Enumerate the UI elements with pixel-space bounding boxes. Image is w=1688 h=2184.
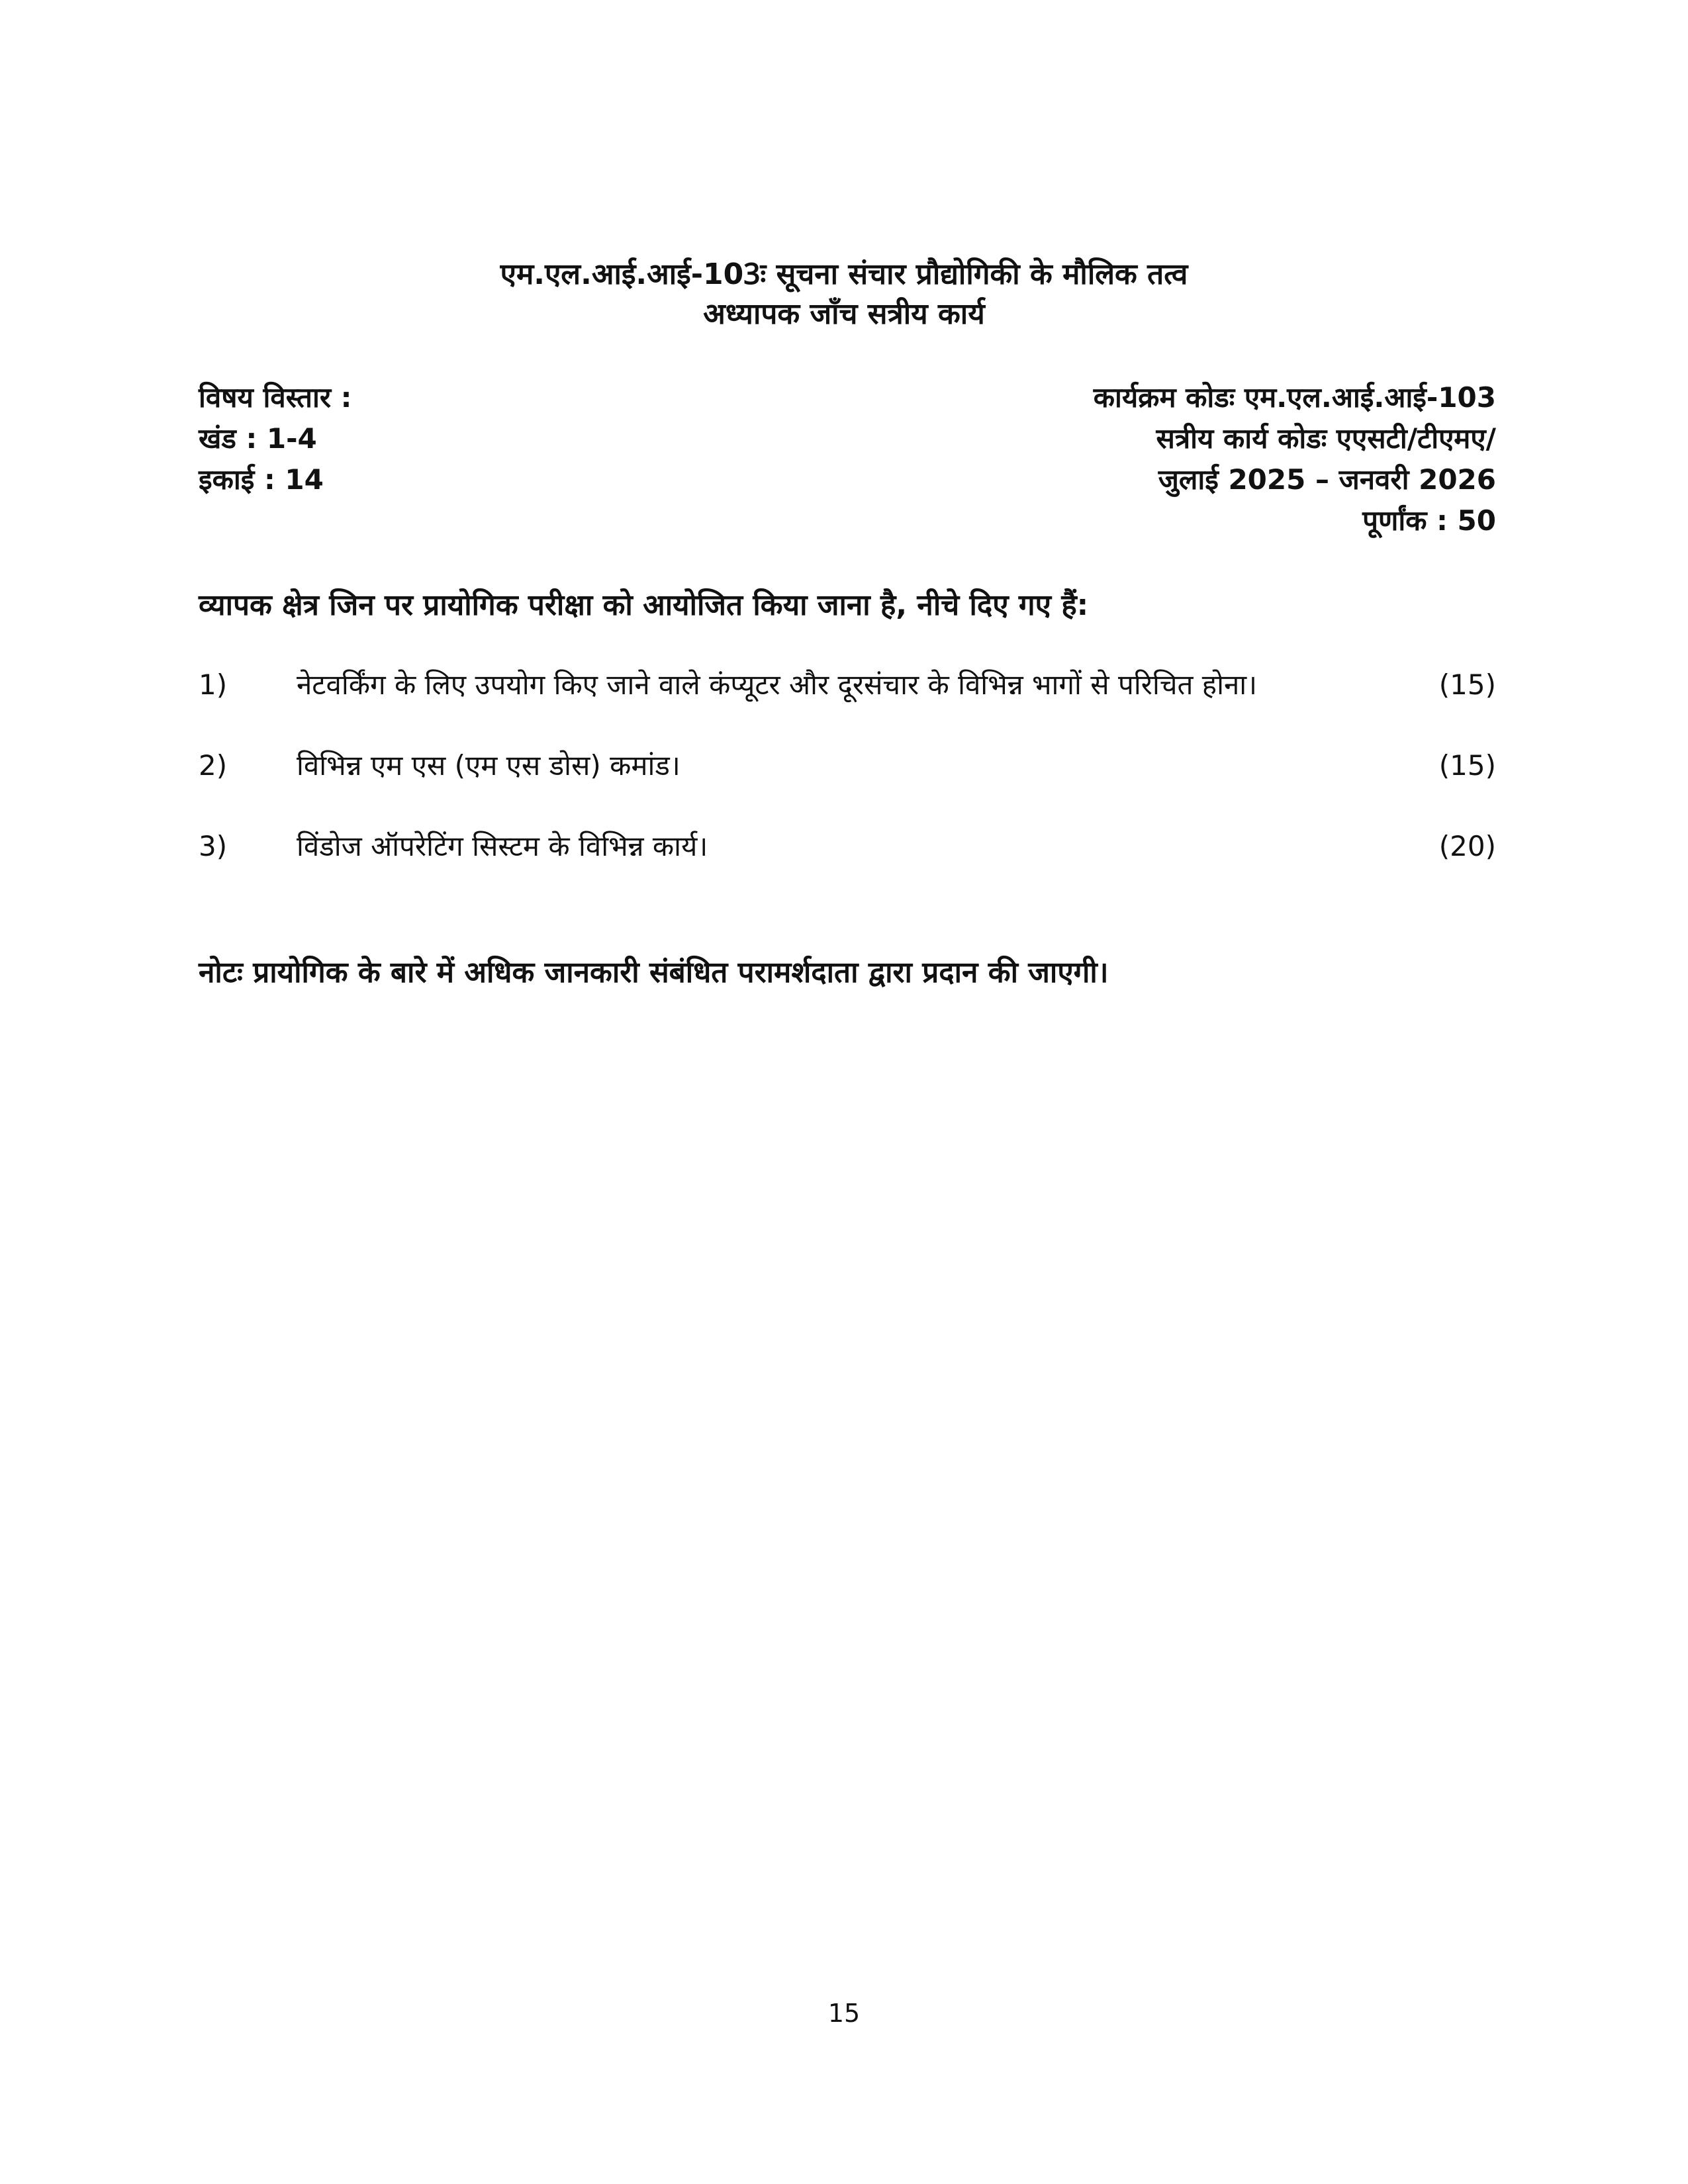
assignment-meta [199,377,1496,549]
question-text: नेटवर्किंग के लिए उपयोग किए जाने वाले कंप्यूटर और दूरसंचार के विभिन्न भागों से परिचित होना। [297,668,1258,701]
program-code: कार्यक्रम कोडः एम.एल.आई.आई-103 [1093,381,1496,414]
title-block [0,255,1688,334]
question-item [199,746,1496,786]
question-marks: (15) [1438,749,1496,782]
unit-info: इकाई : 14 [199,463,324,496]
meta-right-column [1094,377,1496,541]
question-text: विभिन्न एम एस (एम एस डोस) कमांड। [297,749,680,782]
session-period: जुलाई 2025 – जनवरी 2026 [1158,463,1496,496]
question-text: विंडोज ऑपरेटिंग सिस्टम के विभिन्न कार्य। [297,830,708,862]
subject-label: विषय विस्तार : [199,381,352,414]
question-number: 2) [199,749,228,782]
question-list [199,665,1496,907]
note-text: नोटः प्रायोगिक के बारे में अधिक जानकारी संबंधित परामर्शदाता द्वारा प्रदान की जाएगी। [199,956,1109,989]
question-item [199,827,1496,866]
question-number: 3) [199,830,228,862]
question-marks: (20) [1438,830,1496,862]
document-title: एम.एल.आई.आई-103ः सूचना संचार प्रौद्योगिकी के मौलिक तत्व [500,257,1188,291]
block-info: खंड : 1-4 [199,422,317,455]
meta-left-column [199,377,352,500]
question-number: 1) [199,668,228,701]
question-marks: (15) [1438,668,1496,701]
max-marks: पूर्णांक : 50 [1362,504,1496,537]
page-number: 15 [827,1999,861,2028]
assignment-code: सत्रीय कार्य कोडः एएसटी/टीएमए/ [1156,422,1496,455]
document-subtitle: अध्यापक जाँच सत्रीय कार्य [703,297,985,331]
question-item [199,665,1496,705]
intro-text: व्यापक क्षेत्र जिन पर प्रायोगिक परीक्षा को आयोजित किया जाना है, नीचे दिए गए हैं: [199,588,1089,622]
